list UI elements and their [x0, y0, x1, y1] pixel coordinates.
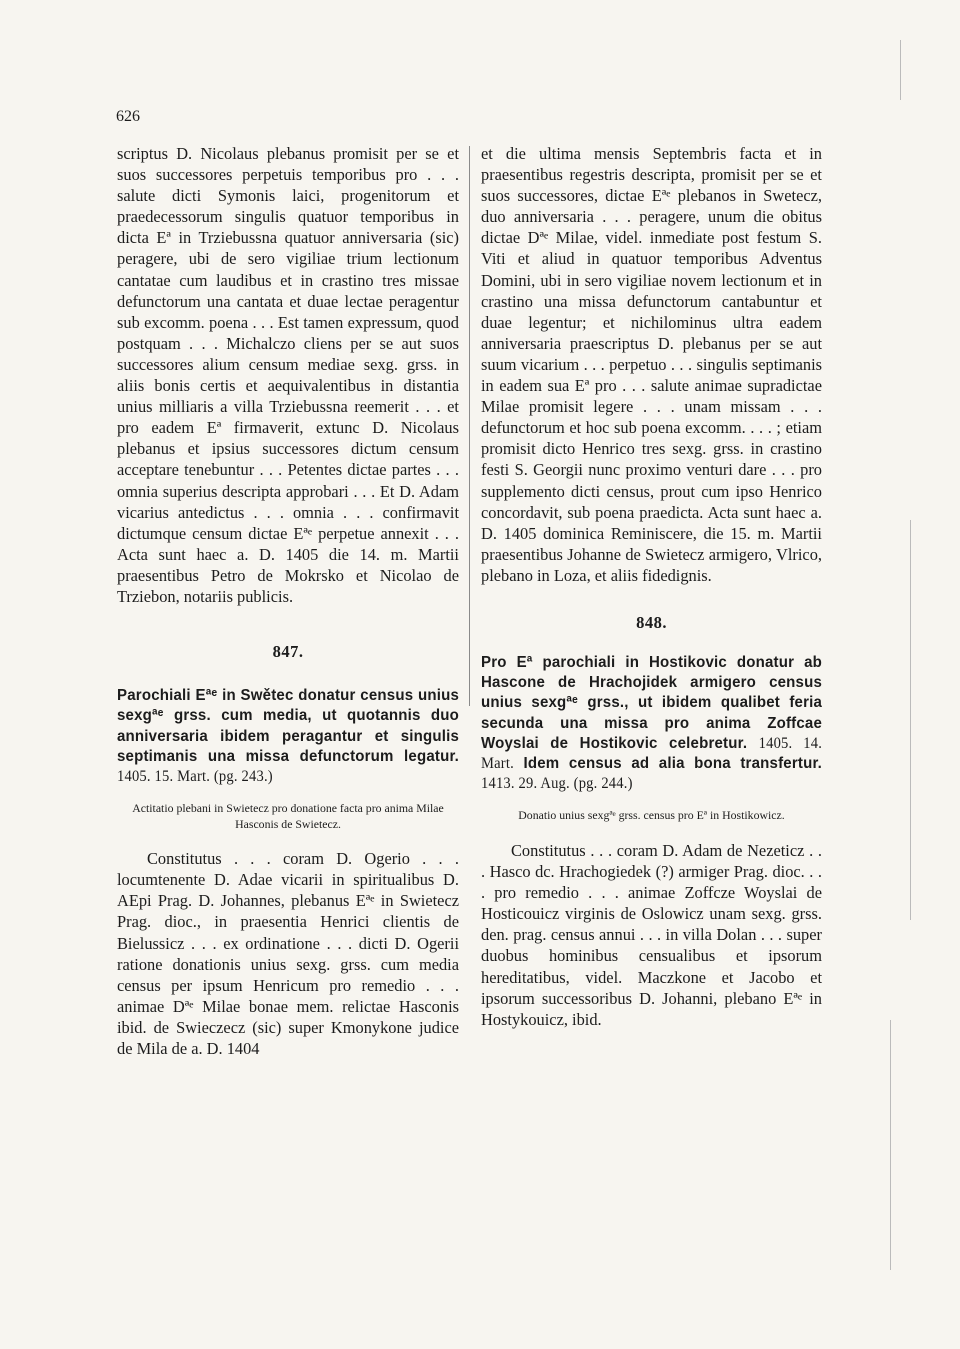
column-divider	[469, 146, 470, 706]
document-body: Constitutus . . . coram D. Adam de Nezeticz . . . Hasco dc. Hrachogiedek (?) armiger Prag. dioc. . . . pro remedio . . . animae Zoffcze Woyslai de Hosticouicz virginis de Oslowicz unam sexg. grss. den. prag. census annui . . . in villa Dolan . . . super duobus hominibus censualibus et ipsorum hereditatibus, videl. Maczkone et Jacobo et ipsorum successoribus D. Johanni, plebano Eªᵉ in Hostykouicz, ibid.	[481, 840, 822, 1029]
heading-text: Pro Eª parochiali in Hostikovic donatur ab Hascone de Hrachojidek armigero census unius sexgªᵉ grss., ut ibidem qualibet feria secunda una missa pro anima Zoffcae Woyslai de Hostikovic celebretur.	[481, 654, 823, 752]
scan-margin-artifacts	[870, 20, 930, 1320]
right-column	[481, 143, 822, 1030]
document-heading	[481, 653, 822, 794]
left-column	[117, 143, 459, 1059]
continuation-text: et die ultima mensis Septembris facta et in praesentibus regestris descripta, promisit per se et suos successores, dictae Eªᵉ plebanos in Swetecz, duo anniversaria . . . peragere, unum die obitus dictae Dªᵉ Milae, videl. inmediate post festum S. Viti et aliud in quatuor temporibus Adventus Domini, ubi in sero vigiliae novem lectionum et in crastino una missa defunctorum cantabuntur et duae legentur; et nichilominus ultra eadem anniversaria praescriptus D. plebanus per se aut suum vicarium . . . perpetuo . . . singulis septimanis in eadem sua Eª pro . . . salute animae supradictae Milae promisit legere . . . unam missam . . . defunctorum et hoc sub poena excomm. . . . ; etiam promisit dicto Henrico tres sexg. grss. in crastino festi S. Georgii nunc proximo venturi dare . . . pro supplemento dicti census, prout cum ipso Henrico concordavit, sub poena praedicta. Acta sunt haec a. D. 1405 dominica Reminiscere, die 15. m. Martii praesentibus Johanne de Swietecz armigero, Vlrico, plebano in Loza, et aliis fidedignis.	[481, 144, 822, 585]
heading-date-secondary: 1413. 29. Aug. (pg. 244.)	[481, 775, 633, 793]
document-heading	[117, 686, 459, 787]
heading-text-secondary: Idem census ad alia bona transfertur.	[523, 755, 823, 773]
document-summary-note: Donatio unius sexgªᵉ grss. census pro Eª in Hostikowicz.	[518, 808, 785, 823]
continuation-text: scriptus D. Nicolaus plebanus promisit per se et suos successores perpetuis temporibus pro . . . salute dicti Symonis laici, progenitorum et praedecessorum singulis quatuor temporibus in dicta Eª in Trziebussna quatuor anniversaria (sic) peragere, ubi de sero vigiliae trium lectionum cantatae cum laudibus et in crastino tres missae defunctorum una cantata et duae lectae peragentur sub excomm. poena . . . Est tamen expressum, quod postquam . . . Michalczo cliens per se aut suos successores alium censum mediae sexg. grss. in aliis bonis certis et aequivalentibus in distantia unius milliaris a villa Trziebussna reemerit . . . et pro eadem Eª firmaverit, extunc D. Nicolaus plebanus et ipsius successores dictum censum acceptare tenebuntur . . . Petentes dictae partes . . . omnia superius descripta approbari . . . Et D. Adam vicarius antedictus . . . omnia . . . confirmavit dictumque censum dictae Eªᵉ perpetue annexit . . . Acta sunt haec a. D. 1405 die 14. m. Martii praesentibus Petro de Mokrsko et Nicolao de Trziebon, notariis publicis.	[117, 144, 459, 606]
document-body: Constitutus . . . coram D. Ogerio . . . locumtenente D. Adae vicarii in spiritualibus D. AEpi Prag. D. Johannes, plebanus Eªᵉ in Swietecz Prag. dioc., in praesentia Henrici clientis de Bielussicz . . . ex ordinatione . . . dicti D. Ogerii ratione donationis unius sexg. grss. cum media census per ipsum Henricum pro remedio . . . animae Dªᵉ Milae bonae mem. relictae Hasconis ibid. de Swieczecz (sic) super Kmonykone judice de Mila de a. D. 1404	[117, 849, 459, 1059]
heading-text: Parochiali Eªᵉ in Swětec donatur census unius sexgªᵉ grss. cum media, ut quotannis duo anniversaria ibidem peragantur et singulis septimanis una missa defunctorum legatur.	[117, 687, 460, 765]
document-summary-note: Actitatio plebani in Swietecz pro donatione facta pro anima Milae Hasconis de Swietecz.	[132, 801, 444, 831]
document-number: 848.	[636, 612, 667, 632]
heading-date: 1405. 14. Mart.	[481, 734, 823, 773]
page-number: 626	[116, 108, 140, 125]
heading-date: 1405. 15. Mart. (pg. 243.)	[117, 767, 273, 785]
document-number: 847.	[272, 642, 304, 662]
